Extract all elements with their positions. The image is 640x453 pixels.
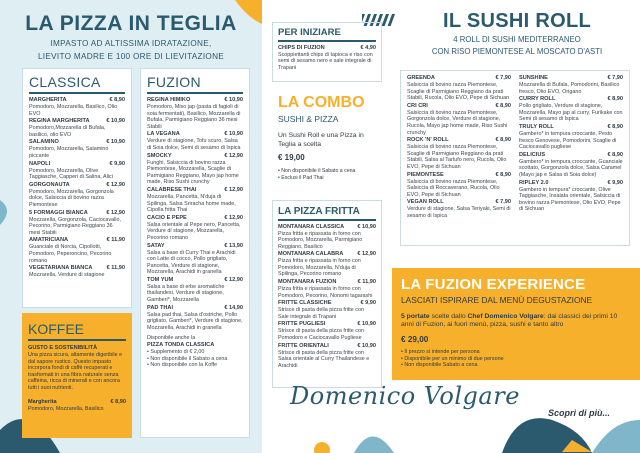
menu-item-price: € 7,90 bbox=[495, 199, 511, 206]
fuzion-title: FUZION bbox=[147, 74, 201, 90]
tonda-note-bullet-1: • Supplemento di € 2,00 bbox=[147, 349, 205, 356]
fuzion-list bbox=[147, 97, 243, 331]
menu-item-name: GREENDA bbox=[407, 75, 435, 81]
menu-item-price: € 8,90 bbox=[607, 151, 623, 158]
menu-item bbox=[29, 161, 125, 181]
tonda-note-line-1: Disponibile anche la bbox=[147, 335, 196, 342]
menu-item-desc: Pomodoro, Mozzarella, Gorgonzola dolce, Salsiccia di bovino razza Piemontese bbox=[29, 188, 114, 208]
menu-item-name: FRITTE PUGLIESI bbox=[278, 321, 326, 328]
menu-item-price: € 13,90 bbox=[224, 242, 243, 249]
menu-item bbox=[147, 153, 243, 186]
menu-item-price: € 12,90 bbox=[106, 209, 125, 216]
menu-item-desc: Strisce di pasta della pizza fritte con Salsa orientale al Curry Thailandese e Arachidi bbox=[278, 349, 370, 369]
menu-item-name: AMATRICIANA bbox=[29, 237, 69, 244]
scopri-link[interactable]: Scopri di più... bbox=[548, 408, 611, 418]
combo-subtitle: SUSHI & PIZZA bbox=[278, 114, 339, 124]
menu-item-name: SALAMINO bbox=[29, 139, 59, 146]
menu-item bbox=[407, 199, 511, 219]
menu-item-price: € 11,90 bbox=[106, 237, 125, 244]
pizza-teglia-header bbox=[0, 0, 262, 68]
koffee-label: GUSTO E SOSTENIBILITÀ bbox=[28, 345, 98, 351]
menu-item-price: € 8,90 bbox=[495, 137, 511, 144]
menu-item-price: € 9,90 bbox=[607, 179, 623, 186]
menu-item-price: € 14,90 bbox=[224, 304, 243, 311]
fuzion-experience-section bbox=[392, 268, 640, 380]
menu-item-header bbox=[519, 180, 623, 187]
menu-item-header bbox=[407, 172, 511, 179]
menu-item bbox=[278, 224, 376, 251]
menu-item-name: FRITTE CLASSICHE bbox=[278, 300, 332, 307]
menu-item-name: MONTANARA CLASSICA bbox=[278, 223, 345, 230]
menu-item bbox=[278, 321, 376, 341]
menu-item-header bbox=[29, 97, 125, 104]
pizza-fritta-section bbox=[272, 200, 382, 388]
menu-item-price: € 10,90 bbox=[357, 223, 376, 230]
per-iniziare-title: PER INIZIARE bbox=[278, 27, 341, 38]
menu-item bbox=[147, 305, 243, 332]
menu-item-header bbox=[278, 321, 376, 328]
menu-item-name: MONTANARA FUZION bbox=[278, 279, 337, 286]
menu-item-desc: Mozzarella, Verdure di stagione bbox=[29, 272, 105, 279]
koffee-title: KOFFEE bbox=[28, 321, 85, 337]
menu-item-name: MARGHERITA bbox=[29, 97, 67, 103]
menu-item-header bbox=[147, 305, 243, 312]
koffee-description: Una pizza sicura, altamente digeribile e dal sapore rustico. Questo impasto incorpora fondi di caffè recuperati e trasformati in una fibra naturale senza caffeina, ricca di minerali e con ancora tutti i suoi nutrienti. bbox=[28, 352, 123, 391]
menu-item-header bbox=[407, 103, 511, 110]
tonda-note-bullet-2: • Non disponibile il Sabato a cena bbox=[147, 355, 228, 362]
fuzion-experience-title: LA FUZION EXPERIENCE bbox=[401, 276, 586, 293]
menu-item-desc: Verdure di stagione, Tofu scuro, Salsa di Soia dolce, Semi di sesamo di Ispica bbox=[147, 138, 241, 151]
menu-item bbox=[407, 137, 511, 170]
menu-item-header bbox=[147, 215, 243, 222]
koffee-item-desc: Pomodoro, Mozzarella, Basilico bbox=[28, 405, 104, 412]
fuzion-experience-desc: 5 portate scelte dallo Chef Domenico Volgare: dai classici dei primi 10 anni di Fuzion, ai fuori menù, pizza, sushi e tanto altro bbox=[401, 313, 618, 329]
menu-item bbox=[29, 265, 125, 279]
menu-item-header bbox=[29, 265, 125, 272]
menu-item-price: € 8,90 bbox=[495, 102, 511, 109]
menu-item-header bbox=[519, 96, 623, 103]
classica-title: CLASSICA bbox=[29, 74, 101, 90]
menu-item-price: € 11,90 bbox=[106, 265, 125, 272]
menu-item-desc: Salsiccia di bovino razza Piemontese, Scaglie di Parmigiano Reggiano da prati Stabili, Rucola, Olio EVO, Pepe di Sichuan bbox=[407, 82, 510, 102]
koffee-item bbox=[28, 399, 126, 406]
menu-item-price: € 12,90 bbox=[224, 152, 243, 159]
fx-note-3: • Non disponibile Sabato a cena bbox=[401, 362, 478, 369]
menu-item-price: € 7,90 bbox=[607, 75, 623, 81]
menu-item-price: € 9,90 bbox=[109, 160, 125, 167]
menu-item-name: DELICIUS bbox=[519, 151, 546, 158]
menu-item-header bbox=[278, 224, 376, 231]
chips-name: CHIPS DI FUZION bbox=[278, 44, 325, 51]
koffee-rule bbox=[28, 339, 126, 341]
menu-item-name: SMOCKY bbox=[147, 152, 172, 159]
menu-item-desc: Pomodoro, Miso jap (pasta di fagioli di soia fermentati), Basilico, Mozzarella di Bufala, Parmigiano Reggiano 36 mesi Stabili bbox=[147, 104, 241, 130]
sushi-title: IL SUSHI ROLL bbox=[443, 10, 591, 32]
menu-item bbox=[29, 139, 125, 159]
menu-item-header bbox=[147, 187, 243, 194]
sushi-column-2 bbox=[519, 75, 623, 241]
menu-item bbox=[147, 187, 243, 214]
menu-item-desc: Salsiccia di bovino razza Piemontese, Scaglie di Parmigiano Reggiano da prati Stabili, Salsa al Tartufo nero, Rucola, Olio EVO, Pepe di Sichuan bbox=[407, 144, 507, 170]
fritta-list bbox=[278, 224, 376, 370]
menu-item-desc: Salsiccia di bovino razza Piemontese, Salsiccia di Roccaverano, Rucola, Olio EVO, Pepe di Sichuan bbox=[407, 178, 500, 198]
menu-item-price: € 12,90 bbox=[224, 276, 243, 283]
menu-item-name: VEGETARIANA BIANCA bbox=[29, 265, 93, 272]
menu-item-desc: Pizza fritta e ripassata in forno con Pomodoro, Mozzarella, Parmigiano Reggiano, Basilico bbox=[278, 230, 363, 250]
menu-item-desc: Pollo grigliato, Verdure di stagione, Mozzarella, Mayo jap al curry, Furikake con Semi di sesamo di Ispica bbox=[519, 103, 623, 123]
menu-item-desc: Pizza fritta e ripassata in forno con Pomodoro, Pecorino, Nonomi tagarashi bbox=[278, 286, 373, 299]
menu-item-header bbox=[278, 300, 376, 307]
menu-item bbox=[147, 277, 243, 304]
menu-item-name: CALABRESE THAI bbox=[147, 186, 197, 193]
menu-item-desc: Guanciale di Norcia, Cipollotti, Pomodoro, Peperoncino, Pecorino romano bbox=[29, 244, 112, 264]
menu-item-price: € 9,90 bbox=[360, 300, 376, 307]
menu-item-price: € 7,90 bbox=[495, 75, 511, 81]
menu-item-header bbox=[407, 137, 511, 144]
tonda-note-bullet-3: • Non disponibile con la Koffe bbox=[147, 362, 218, 369]
fx-note-1: • Il prezzo si intende per persona bbox=[401, 348, 480, 355]
menu-item-name: SUNSHINE bbox=[519, 75, 548, 81]
menu-item-header bbox=[29, 237, 125, 244]
menu-item bbox=[278, 251, 376, 278]
menu-item-desc: Pomodoro, Mozzarella, Salamino piccante bbox=[29, 146, 109, 159]
menu-item-name: GORGONAUTA bbox=[29, 181, 70, 188]
menu-item bbox=[147, 131, 243, 151]
menu-item-price: € 10,90 bbox=[106, 118, 125, 125]
classica-list bbox=[29, 97, 125, 279]
menu-item-name: MONTANARA CALABRA bbox=[278, 251, 344, 258]
menu-item-desc: Gambero* in tempura croccante, Pesto fresco Genovese, Pomodorini, Scaglie di Caciocavallo pugliese bbox=[519, 130, 617, 151]
menu-item-desc: Pomodoro, Mozzarella, Olive Taggiasche, Capperi di Salina, Alici bbox=[29, 167, 113, 181]
menu-item-name: CURRY ROLL bbox=[519, 96, 556, 103]
menu-item bbox=[407, 75, 511, 102]
menu-item-price: € 10,90 bbox=[106, 139, 125, 146]
menu-item-header bbox=[29, 182, 125, 189]
menu-item bbox=[519, 152, 623, 179]
menu-item bbox=[29, 97, 125, 117]
fuzion-experience-notes bbox=[401, 349, 631, 369]
menu-item-header bbox=[407, 199, 511, 206]
sushi-section bbox=[400, 70, 630, 246]
menu-item bbox=[29, 182, 125, 209]
menu-item-name: CRI CRI bbox=[407, 102, 428, 109]
menu-item-desc: Salsa orientale al Pepe nero, Pancetta, Verdure di stagione, Mozzarella, Pecorino romano bbox=[147, 221, 241, 241]
menu-item bbox=[519, 75, 623, 95]
menu-item-desc: Salsa a base di Curry Thai e Arachidi con Latte di cocco, Pollo grigliato, Pancetta, Verdure di stagione, Mozzarella, Arachidi in granella bbox=[147, 249, 236, 276]
menu-item-desc: Pomodoro, Mozzarella, Basilico, Olio EVO bbox=[29, 104, 118, 117]
menu-item-name: 5 FORMAGGI BIANCA bbox=[29, 209, 88, 216]
menu-item-desc: Salsa pad thai, Salsa d'ostriche, Pollo grigliato, Gamberi*, Verdure di stagione, Mozzarella, Arachidi in granella bbox=[147, 311, 243, 331]
menu-item-desc: Gambero* in tempura croccante, Guanciale scottato, Gorgonzola dolce, Salsa Caramel (Mayo jap e Salsa di Soia dolce) bbox=[519, 158, 623, 178]
menu-item-name: PAD THAI bbox=[147, 304, 173, 311]
menu-item-desc: Funghi, Salsiccia di bovino razza Piemontese, Mozzarella, Scaglie di Parmigiano Reggiano, Mayo jap home made, Riso Sushi crunchy bbox=[147, 159, 239, 186]
menu-item-header bbox=[147, 153, 243, 160]
pizza-teglia-title: LA PIZZA IN TEGLIA bbox=[25, 12, 237, 35]
tonda-note-title: PIZZA TONDA CLASSICA bbox=[147, 342, 215, 349]
combo-notes bbox=[278, 168, 376, 181]
menu-item-desc: Gambero in tempura* croccante, Olive Taggiasche, Insalata orientale, Salsiccia di bovino razza Piemontese, Olio EVO, Pepe di Sichuan bbox=[519, 186, 621, 213]
koffee-item-name: Margherita bbox=[28, 398, 57, 405]
menu-item-header bbox=[407, 75, 511, 82]
combo-price: € 19,00 bbox=[278, 153, 305, 162]
menu-item bbox=[278, 300, 376, 320]
menu-item-name: REGINA HIMIKO bbox=[147, 97, 191, 103]
menu-item bbox=[29, 210, 125, 237]
menu-item-name: ROCK 'N' ROLL bbox=[407, 137, 449, 144]
menu-item bbox=[278, 279, 376, 299]
menu-item bbox=[29, 237, 125, 264]
menu-item-price: € 12,90 bbox=[224, 214, 243, 221]
menu-item-price: € 8,90 bbox=[607, 123, 623, 130]
menu-item-name: REGINA MARGHERITA bbox=[29, 118, 90, 125]
menu-item-desc: Verdure di stagione, Salsa Teriyaki, Semi di sesamo di Ispica bbox=[407, 206, 511, 219]
menu-item bbox=[519, 180, 623, 213]
menu-item-header bbox=[519, 75, 623, 82]
menu-item-header bbox=[519, 152, 623, 159]
menu-item-price: € 10,90 bbox=[357, 342, 376, 349]
menu-item-name: TOM YUM bbox=[147, 276, 174, 283]
menu-item-header bbox=[29, 161, 125, 168]
menu-item-desc: Strisce di pasta della pizza fritte con Sale integrale di Trapani bbox=[278, 307, 364, 320]
menu-item-name: CACIO E PEPE bbox=[147, 214, 187, 221]
menu-item-header bbox=[147, 243, 243, 250]
menu-item-desc: Pomodoro,Mozzarella di Bufala, basilico, olio EVO bbox=[29, 125, 106, 138]
menu-item-header bbox=[29, 210, 125, 217]
menu-item-name: TRULY ROLL bbox=[519, 123, 554, 130]
pizza-teglia-subtitle-1: IMPASTO AD ALTISSIMA IDRATAZIONE, bbox=[50, 39, 212, 48]
per-iniziare-rule bbox=[278, 40, 376, 42]
menu-item-price: € 12,90 bbox=[224, 186, 243, 193]
combo-note-1: • Non disponibile il Sabato a cena bbox=[278, 168, 356, 174]
pizza-teglia-subtitle-2: LIEVITO MADRE E 100 ORE DI LIEVITAZIONE bbox=[37, 52, 225, 61]
menu-item-header bbox=[147, 277, 243, 284]
menu-item bbox=[407, 103, 511, 136]
chef-signature: Domenico Volgare bbox=[290, 382, 520, 410]
menu-item-desc: Salsa a base di erbe aromatiche thailandesi, Verdure di stagione, Gamberi*, Mozzarella bbox=[147, 283, 225, 304]
combo-desc: Un Sushi Roll e una Pizza in Teglia a scelta bbox=[278, 132, 364, 148]
menu-item-header bbox=[278, 279, 376, 286]
fuzion-experience-subtitle: LASCIATI ISPIRARE DAL MENÙ DEGUSTAZIONE bbox=[401, 295, 593, 305]
menu-item-price: € 10,90 bbox=[357, 321, 376, 328]
menu-item-name: RIPLEY 2.0 bbox=[519, 179, 549, 186]
koffee-section bbox=[22, 313, 132, 438]
combo-note-2: • Esclusi il Pad Thai bbox=[278, 174, 324, 181]
combo-section bbox=[272, 88, 382, 192]
menu-item-header bbox=[278, 251, 376, 258]
combo-title: LA COMBO bbox=[278, 94, 365, 111]
menu-item-header bbox=[29, 139, 125, 146]
menu-item-price: € 12,90 bbox=[106, 181, 125, 188]
menu-item-desc: Strisce di pasta della pizza fritte con Pomodoro e Caciocavallo Pugliese bbox=[278, 328, 364, 342]
pizza-fritta-rule bbox=[278, 219, 376, 221]
sushi-column-1 bbox=[407, 75, 511, 241]
menu-item-header bbox=[147, 131, 243, 138]
pizza-fritta-title: LA PIZZA FRITTA bbox=[278, 206, 360, 217]
menu-item-header bbox=[29, 118, 125, 125]
fuzion-section bbox=[140, 68, 250, 438]
menu-item-desc: Salsiccia di bovino razza Piemontese, Gorgonzola dolce, Verdure di stagione, Rucola, Mayo jap home made, Riso Sushi crunchy bbox=[407, 109, 508, 136]
menu-item-header bbox=[278, 343, 376, 350]
classica-rule bbox=[29, 92, 125, 94]
menu-item-desc: Mozzarella, Pancetta, N'duja di Spilinga, Salsa Sriracha home made, Cipolla fritta Thai bbox=[147, 193, 236, 214]
chips-desc: Scoppiettanti chips di tapioca e riso con semi di sesamo nero e sale integrale di Trapani bbox=[278, 51, 373, 71]
koffee-item-price: € 8,90 bbox=[110, 398, 126, 405]
sushi-subtitle-1: 4 ROLL DI SUSHI MEDITERRANEO bbox=[453, 35, 581, 44]
menu-item-price: € 8,90 bbox=[109, 97, 125, 103]
menu-item-price: € 12,90 bbox=[357, 251, 376, 258]
sushi-header bbox=[394, 10, 640, 57]
classica-section bbox=[22, 68, 132, 308]
menu-item bbox=[147, 215, 243, 242]
menu-item bbox=[29, 118, 125, 138]
chips-item bbox=[278, 45, 376, 52]
menu-item-header bbox=[519, 124, 623, 131]
menu-item bbox=[519, 124, 623, 151]
menu-item-desc: Mozzarella di Bufala, Pomodorini, Basilico fresco, Olio EVO, Origano bbox=[519, 82, 620, 95]
menu-item bbox=[147, 243, 243, 276]
per-iniziare-section bbox=[272, 22, 382, 82]
menu-item-desc: Mozzarella, Gorgonzola, Caciocavallo, Pecorino, Parmigiano Reggiano 36 mesi Stabili bbox=[29, 216, 121, 236]
menu-item-price: € 8,90 bbox=[495, 171, 511, 178]
menu-item-price: € 10,90 bbox=[224, 131, 243, 138]
menu-item-name: SATAY bbox=[147, 242, 165, 249]
fuzion-experience-price: € 29,00 bbox=[401, 334, 429, 344]
menu-item-desc: Pizza fritta e ripassata in forno con Pomodoro, Mozzarella, N'duja di Spilinga, Pecorino romano bbox=[278, 258, 361, 278]
menu-item-price: € 8,90 bbox=[607, 96, 623, 103]
menu-item-name: PIEMONTESE bbox=[407, 171, 444, 178]
menu-item-name: NAPOLI bbox=[29, 160, 51, 167]
fuzion-rule bbox=[147, 92, 243, 94]
menu-item-name: FRITTE ORIENTALI bbox=[278, 342, 329, 349]
menu-item-header bbox=[147, 97, 243, 104]
menu-item bbox=[147, 97, 243, 130]
menu-item bbox=[519, 96, 623, 123]
fx-note-2: • Disponibile per un minimo di due persone bbox=[401, 355, 504, 362]
menu-item bbox=[278, 343, 376, 370]
menu-item-name: LA VEGANA bbox=[147, 131, 180, 138]
menu-item-price: € 10,90 bbox=[224, 97, 243, 103]
menu-item bbox=[407, 172, 511, 199]
menu-item-name: VEGAN ROLL bbox=[407, 199, 444, 206]
sushi-subtitle-2: CON RISO PIEMONTESE AL MOSCATO D'ASTI bbox=[431, 47, 603, 56]
tonda-note bbox=[147, 335, 243, 368]
menu-item-price: € 11,90 bbox=[357, 279, 376, 286]
chips-price: € 4,90 bbox=[360, 44, 376, 51]
